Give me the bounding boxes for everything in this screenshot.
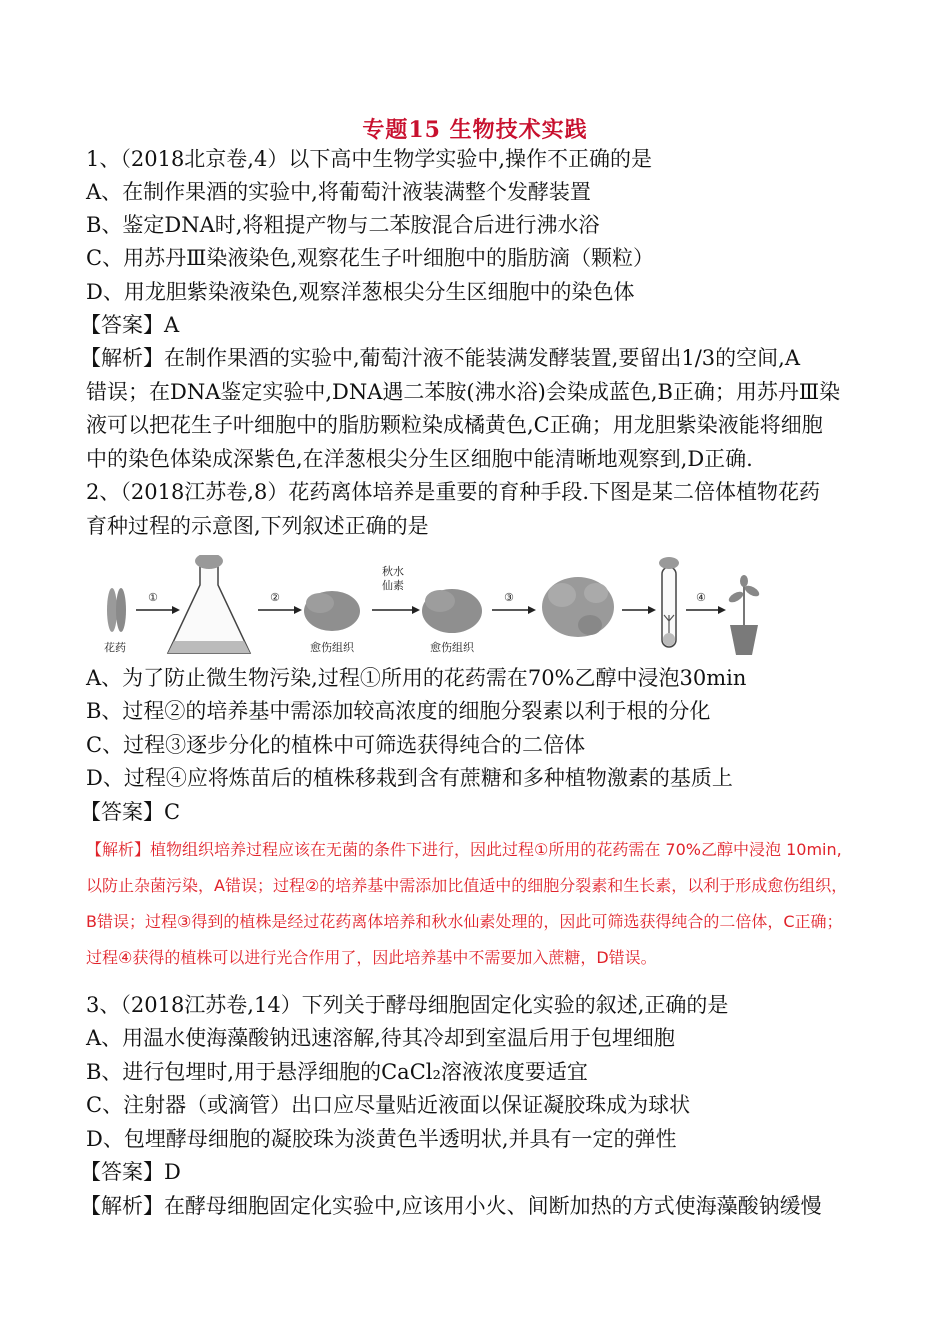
treatment-label: 仙素 <box>382 579 404 592</box>
q2-option-d: D、过程④应将炼苗后的植株移栽到含有蔗糖和多种植物激素的基质上 <box>86 766 733 790</box>
q2-option-c: C、过程③逐步分化的植株中可筛选获得纯合的二倍体 <box>86 733 586 757</box>
q1-analysis-line: 错误；在DNA鉴定实验中,DNA遇二苯胺(沸水浴)会染成蓝色,B正确；用苏丹Ⅲ染 <box>86 380 841 404</box>
q2-stem: 育种过程的示意图,下列叙述正确的是 <box>86 514 429 538</box>
seedling-cluster-image <box>542 577 614 637</box>
q2-analysis-line: 以防止杂菌污染，A错误；过程②的培养基中需添加比值适中的细胞分裂素和生长素，以利于形成愈伤组织， <box>86 876 848 895</box>
q2-stem: 2、（2018江苏卷,8）花药离体培养是重要的育种手段.下图是某二倍体植物花药 <box>86 480 821 504</box>
q3-answer: 【答案】D <box>80 1160 181 1184</box>
anther-culture-diagram <box>100 555 760 665</box>
q2-analysis-line: 过程④获得的植株可以进行光合作用了，因此培养基中不需要加入蔗糖，D错误。 <box>86 948 657 967</box>
step-4-label: ④ <box>696 591 706 604</box>
label-anther: 花药 <box>104 641 126 654</box>
test-tube-image <box>659 557 679 647</box>
label-callus-1: 愈伤组织 <box>310 641 354 654</box>
q2-analysis-line: 【解析】植物组织培养过程应该在无菌的条件下进行，因此过程①所用的花药需在 70%乙醇中浸泡 10min, <box>86 840 842 859</box>
callus-image <box>304 591 360 631</box>
q1-analysis-line: 【解析】在制作果酒的实验中,葡萄汁液不能装满发酵装置,要留出1/3的空间,A <box>80 346 800 370</box>
q1-option-a: A、在制作果酒的实验中,将葡萄汁液装满整个发酵装置 <box>86 180 591 204</box>
q3-analysis-line: 【解析】在酵母细胞固定化实验中,应该用小火、间断加热的方式使海藻酸钠缓慢 <box>80 1194 822 1218</box>
q1-analysis-line: 中的染色体染成深紫色,在洋葱根尖分生区细胞中能清晰地观察到,D正确. <box>86 447 753 471</box>
q1-option-b: B、鉴定DNA时,将粗提产物与二苯胺混合后进行沸水浴 <box>86 213 600 237</box>
q3-option-c: C、注射器（或滴管）出口应尽量贴近液面以保证凝胶珠成为球状 <box>86 1093 691 1117</box>
q1-option-c: C、用苏丹Ⅲ染液染色,观察花生子叶细胞中的脂肪滴（颗粒） <box>86 246 654 270</box>
callus-image <box>422 589 482 633</box>
page-title: 专题15 生物技术实践 <box>362 117 588 143</box>
q2-analysis-line: B错误；过程③得到的植株是经过花药离体培养和秋水仙素处理的，因此可筛选获得纯合的二倍体，C正确； <box>86 912 843 931</box>
q3-option-b: B、进行包埋时,用于悬浮细胞的CaCl₂溶液浓度要适宜 <box>86 1060 588 1084</box>
q3-option-a: A、用温水使海藻酸钠迅速溶解,待其冷却到室温后用于包埋细胞 <box>86 1026 675 1050</box>
q2-answer: 【答案】C <box>80 800 181 824</box>
q1-option-d: D、用龙胆紫染液染色,观察洋葱根尖分生区细胞中的染色体 <box>86 280 635 304</box>
q1-answer: 【答案】A <box>80 313 180 337</box>
anther-image <box>107 588 126 632</box>
step-3-label: ③ <box>504 591 514 604</box>
potted-plant-image <box>727 575 760 655</box>
treatment-label: 秋水 <box>382 565 404 578</box>
q1-analysis-line: 液可以把花生子叶细胞中的脂肪颗粒染成橘黄色,C正确；用龙胆紫染液能将细胞 <box>86 413 823 437</box>
step-1-label: ① <box>148 591 158 604</box>
step-2-label: ② <box>270 591 280 604</box>
q1-stem: 1、（2018北京卷,4）以下高中生物学实验中,操作不正确的是 <box>86 147 653 171</box>
q2-option-b: B、过程②的培养基中需添加较高浓度的细胞分裂素以利于根的分化 <box>86 699 711 723</box>
q3-option-d: D、包埋酵母细胞的凝胶珠为淡黄色半透明状,并具有一定的弹性 <box>86 1127 677 1151</box>
q2-option-a: A、为了防止微生物污染,过程①所用的花药需在70%乙醇中浸泡30min <box>86 666 747 690</box>
label-callus-2: 愈伤组织 <box>430 641 474 654</box>
flask-image <box>168 555 250 653</box>
q3-stem: 3、（2018江苏卷,14）下列关于酵母细胞固定化实验的叙述,正确的是 <box>86 993 729 1017</box>
